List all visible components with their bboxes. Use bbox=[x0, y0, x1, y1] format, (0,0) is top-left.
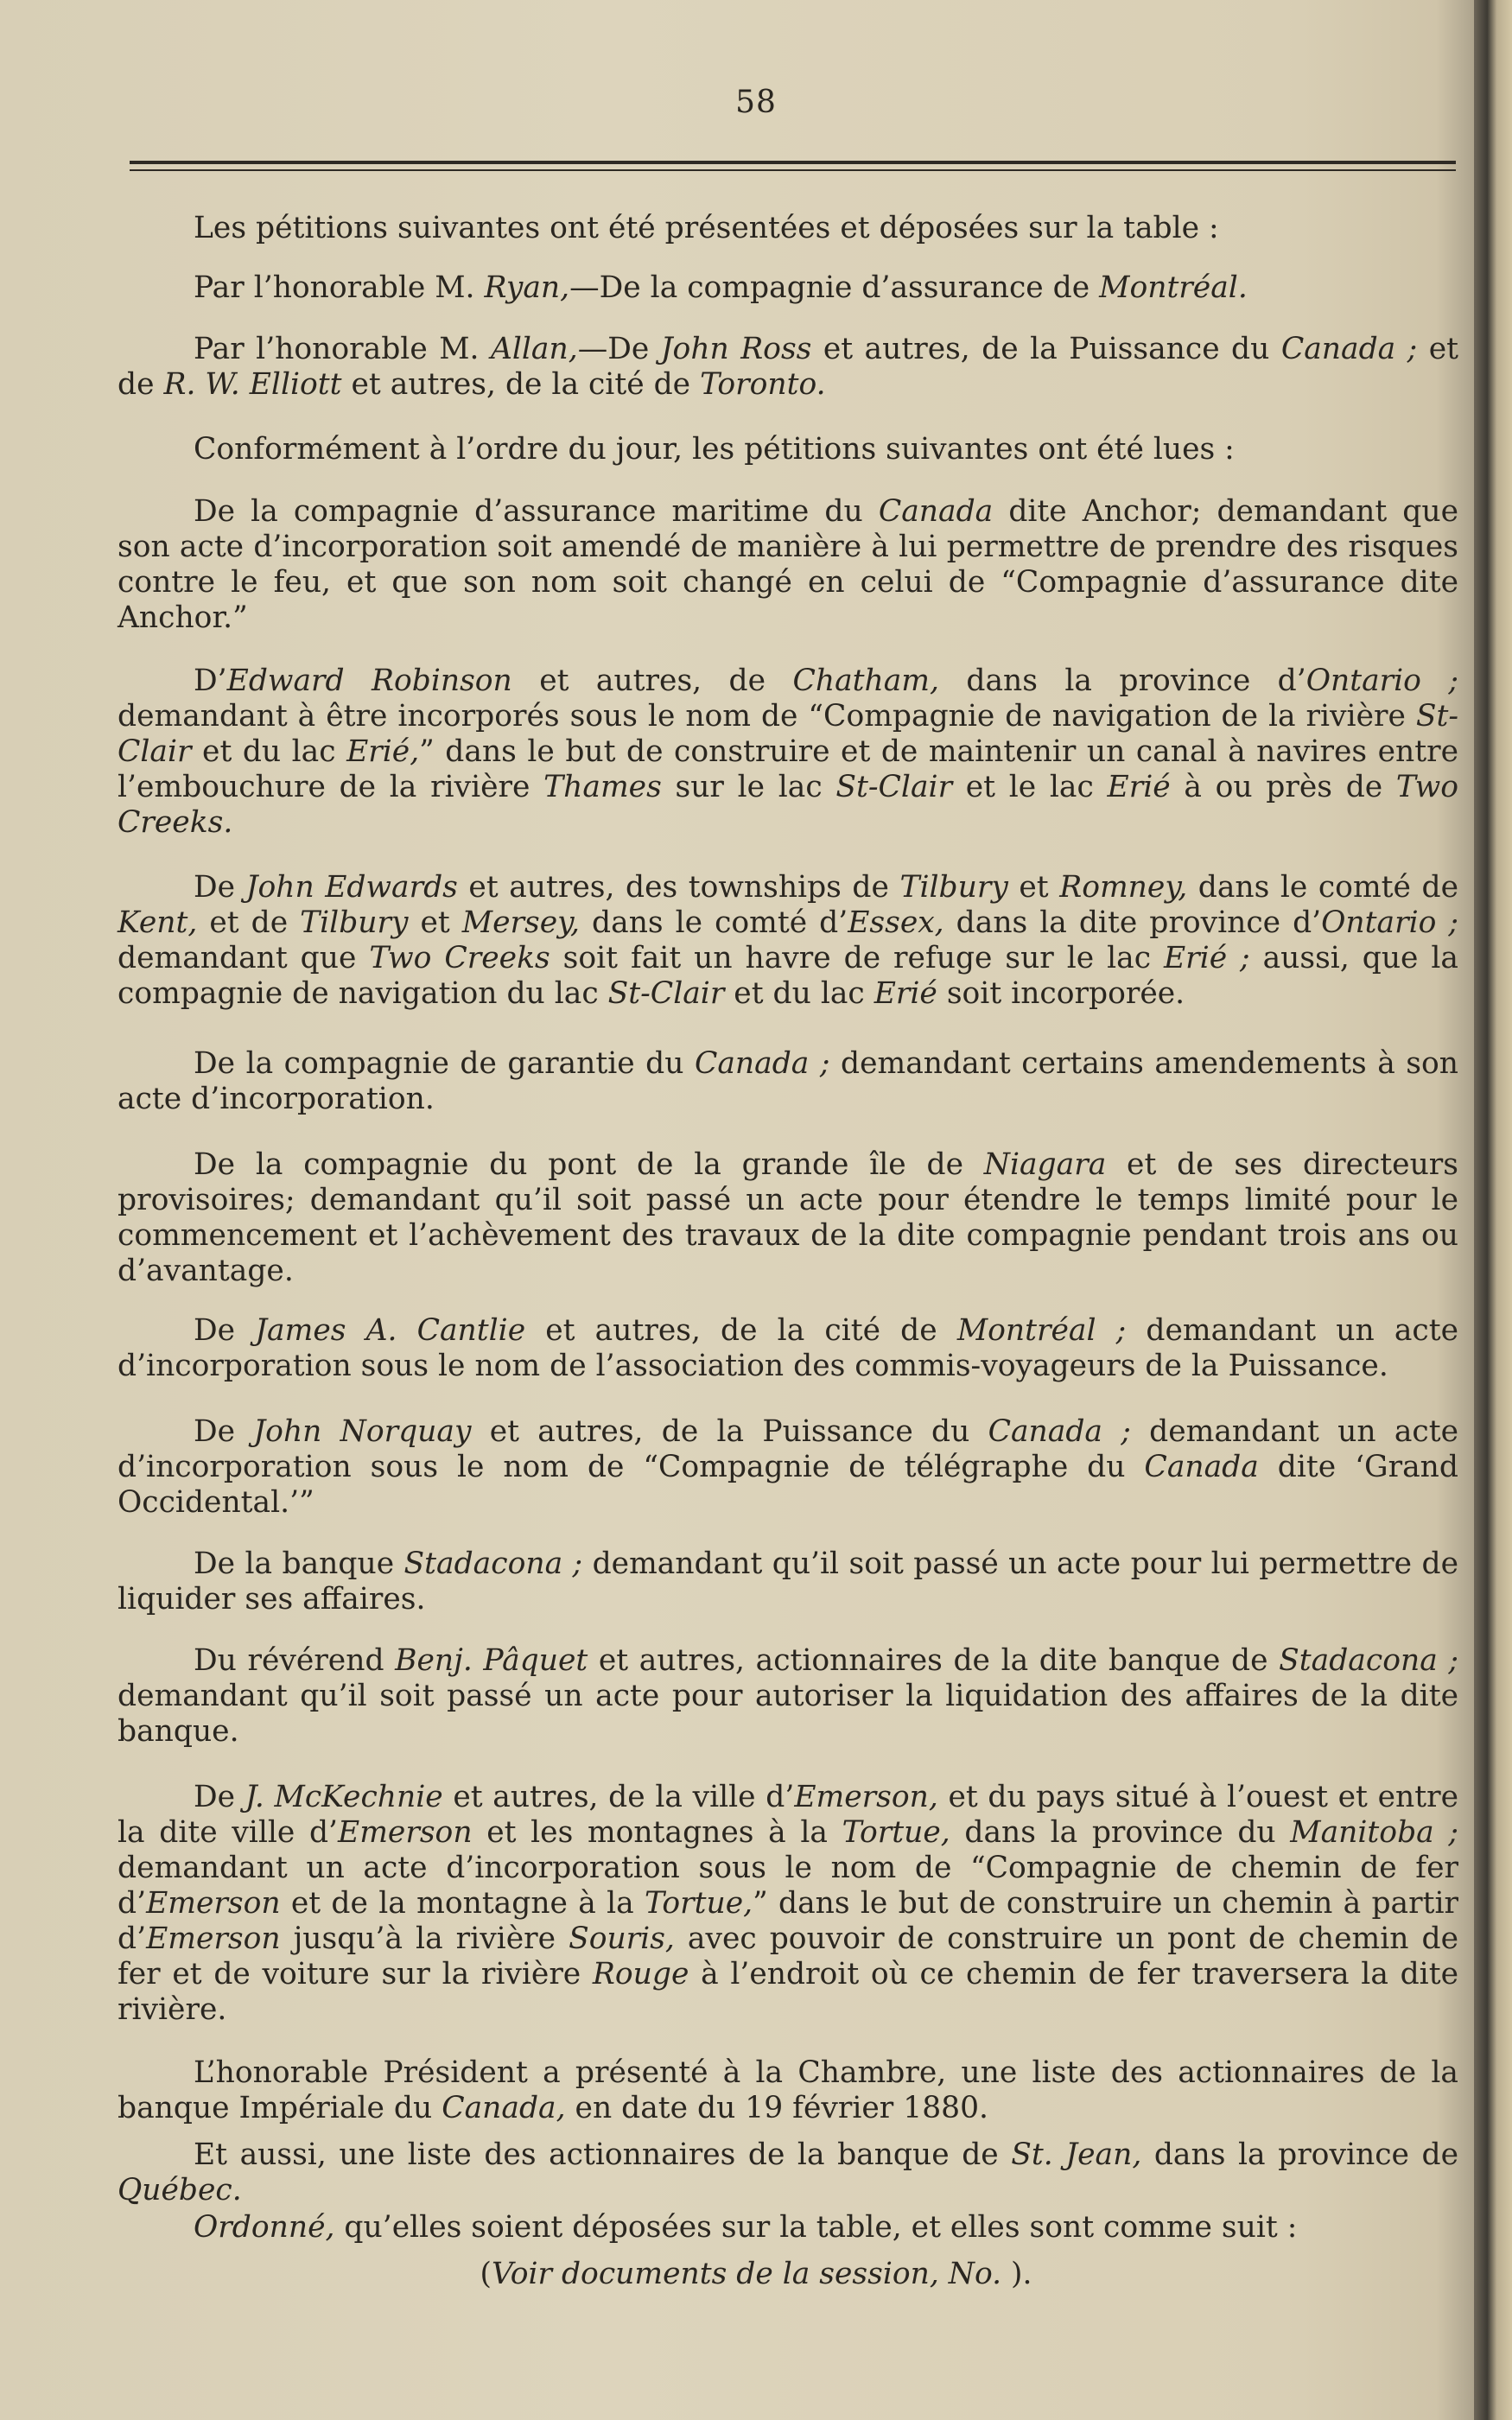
italic-text: St-Clair bbox=[118, 699, 1458, 769]
italic-text: Stadacona ; bbox=[403, 1547, 583, 1581]
text-run: et de bbox=[197, 905, 301, 940]
paragraph-15 bbox=[118, 2055, 1458, 2126]
text-run: De la compagnie d’assurance maritime du bbox=[194, 494, 879, 529]
text-run: et autres, de la cité de bbox=[525, 1313, 957, 1348]
italic-text: Montréal. bbox=[1099, 270, 1248, 305]
text-run: sur le lac bbox=[661, 770, 836, 804]
header-rule-thick bbox=[130, 161, 1456, 164]
italic-text: St-Clair bbox=[835, 770, 953, 804]
paragraph-7 bbox=[118, 870, 1458, 1012]
text-run: D’ bbox=[194, 664, 227, 698]
italic-text: Allan, bbox=[490, 332, 578, 366]
text-run: et de la montagne à la bbox=[280, 1886, 645, 1921]
italic-text: James A. Cantlie bbox=[255, 1313, 526, 1348]
italic-text: St-Clair bbox=[607, 976, 725, 1011]
text-run: —De bbox=[577, 332, 661, 366]
paragraph-18 bbox=[0, 2257, 1512, 2292]
header-rule-thin bbox=[130, 169, 1456, 171]
text-run: et autres, de la Puissance du bbox=[811, 332, 1281, 366]
italic-text: Canada ; bbox=[694, 1046, 830, 1081]
paragraph-5 bbox=[118, 494, 1458, 636]
text-run: à l’endroit où ce chemin de fer traversera la dite rivière. bbox=[118, 1957, 1458, 2027]
text-run: et de bbox=[118, 332, 1459, 402]
italic-text: Romney, bbox=[1059, 870, 1188, 905]
italic-text: Essex, bbox=[848, 905, 944, 940]
italic-text: R. W. Elliott bbox=[163, 367, 342, 402]
text-run: soit incorporée. bbox=[937, 976, 1185, 1011]
text-run: dite ‘Grand Occidental.’” bbox=[118, 1450, 1458, 1520]
italic-text: Emerson bbox=[338, 1815, 473, 1850]
paragraph-9 bbox=[118, 1147, 1458, 1289]
italic-text: Emerson, bbox=[794, 1780, 938, 1814]
text-run: qu’elles soient déposées sur la table, et elles sont comme suit : bbox=[334, 2210, 1298, 2245]
paragraph-11 bbox=[118, 1414, 1458, 1521]
text-run: ( bbox=[480, 2257, 492, 2291]
italic-text: Erié, bbox=[346, 734, 420, 769]
italic-text: Erié bbox=[874, 976, 937, 1011]
italic-text: Erié ; bbox=[1163, 941, 1250, 975]
text-run: De la banque bbox=[194, 1547, 404, 1581]
italic-text: Kent, bbox=[118, 905, 198, 940]
italic-text: Voir documents de la session, No. bbox=[491, 2257, 1002, 2291]
text-run: demandant que bbox=[118, 941, 370, 975]
text-run: et bbox=[408, 905, 462, 940]
text-run: et du lac bbox=[724, 976, 874, 1011]
italic-text: Stadacona ; bbox=[1279, 1643, 1459, 1678]
italic-text: Tortue, bbox=[645, 1886, 753, 1921]
text-run: à ou près de bbox=[1170, 770, 1396, 804]
text-run: aussi, que la compagnie de navigation du lac bbox=[118, 941, 1458, 1011]
text-run: dans la dite province d’ bbox=[943, 905, 1322, 940]
text-run: Du révérend bbox=[194, 1643, 396, 1678]
italic-text: Thames bbox=[543, 770, 662, 804]
text-run: et autres, de la cité de bbox=[341, 367, 701, 402]
text-run: De bbox=[194, 870, 246, 905]
text-run: et les montagnes à la bbox=[472, 1815, 842, 1850]
paragraph-17 bbox=[118, 2210, 1458, 2245]
italic-text: Canada bbox=[1144, 1450, 1259, 1484]
text-run: Par l’honorable M. bbox=[194, 332, 491, 366]
text-run: De bbox=[194, 1313, 256, 1348]
paragraph-3 bbox=[118, 332, 1458, 403]
text-run: demandant un acte d’incorporation sous le nom de “Compagnie de chemin de fer d’ bbox=[118, 1851, 1458, 1921]
text-run: De la compagnie du pont de la grande île de bbox=[194, 1147, 984, 1182]
text-run: De la compagnie de garantie du bbox=[194, 1046, 695, 1081]
text-run: et du lac bbox=[191, 734, 347, 769]
text-run: De bbox=[194, 1414, 254, 1449]
text-run: dans la province du bbox=[950, 1815, 1291, 1850]
text-run: dite Anchor; demandant que son acte d’incorporation soit amendé de manière à lui permettre de prendre des risques contre le feu, et que son nom soit changé en celui de “Compagnie d’assurance dite Anchor.” bbox=[118, 494, 1458, 635]
paragraph-2 bbox=[118, 270, 1458, 306]
text-run: et autres, de la ville d’ bbox=[442, 1780, 795, 1814]
italic-text: Rouge bbox=[592, 1957, 689, 1991]
text-run: et autres, de la Puissance du bbox=[471, 1414, 988, 1449]
paragraph-6 bbox=[118, 664, 1458, 841]
italic-text: Ryan, bbox=[484, 270, 570, 305]
text-run: soit fait un havre de refuge sur le lac bbox=[550, 941, 1164, 975]
italic-text: John Edwards bbox=[245, 870, 458, 905]
text-run: dans le comté d’ bbox=[580, 905, 848, 940]
text-run: De bbox=[194, 1780, 245, 1814]
italic-text: Canada bbox=[878, 494, 994, 529]
paragraph-4 bbox=[118, 432, 1458, 467]
text-run: dans la province d’ bbox=[938, 664, 1306, 698]
text-run: dans le comté de bbox=[1187, 870, 1458, 905]
text-run: et autres, actionnaires de la dite banque de bbox=[588, 1643, 1280, 1678]
italic-text: Tortue, bbox=[842, 1815, 950, 1850]
text-run: et autres, des townships de bbox=[457, 870, 900, 905]
italic-text: Mersey, bbox=[461, 905, 581, 940]
text-run: Par l’honorable M. bbox=[194, 270, 485, 305]
text-run: Conformément à l’ordre du jour, les pétitions suivantes ont été lues : bbox=[194, 432, 1235, 467]
text-run: et du pays situé à l’ouest et entre la dite ville d’ bbox=[118, 1780, 1458, 1850]
italic-text: Emerson bbox=[146, 1921, 281, 1956]
text-run: ” dans le but de construire un chemin à partir d’ bbox=[118, 1886, 1459, 1956]
italic-text: Québec. bbox=[118, 2173, 242, 2207]
paragraph-12 bbox=[118, 1547, 1458, 1617]
text-run: avec pouvoir de construire un pont de chemin de fer et de voiture sur la rivière bbox=[118, 1921, 1458, 1991]
italic-text: Two Creeks. bbox=[118, 770, 1458, 840]
italic-text: Toronto. bbox=[700, 367, 826, 402]
italic-text: Ordonné, bbox=[194, 2210, 335, 2245]
italic-text: Two Creeks bbox=[369, 941, 550, 975]
page-number: 58 bbox=[735, 85, 777, 120]
paragraph-16 bbox=[118, 2137, 1458, 2208]
italic-text: Canada, bbox=[442, 2091, 566, 2125]
paragraph-1 bbox=[118, 211, 1458, 246]
text-run: demandant à être incorporés sous le nom de “Compagnie de navigation de la rivière bbox=[118, 699, 1416, 734]
text-run: L’honorable Président a présenté à la Chambre, une liste des actionnaires de la banque Impériale du bbox=[118, 2055, 1458, 2125]
text-run: —De la compagnie d’assurance de bbox=[569, 270, 1100, 305]
italic-text: Chatham, bbox=[792, 664, 939, 698]
text-run: demandant qu’il soit passé un acte pour autoriser la liquidation des affaires de la dite banque. bbox=[118, 1679, 1458, 1749]
book-spine-shadow bbox=[1474, 0, 1512, 2420]
text-run: demandant qu’il soit passé un acte pour lui permettre de liquider ses affaires. bbox=[118, 1547, 1458, 1617]
text-run: et bbox=[1007, 870, 1060, 905]
italic-text: St. Jean, bbox=[1011, 2137, 1142, 2172]
italic-text: Tilbury bbox=[899, 870, 1008, 905]
italic-text: Souris, bbox=[569, 1921, 675, 1956]
italic-text: Canada ; bbox=[988, 1414, 1131, 1449]
italic-text: Canada ; bbox=[1280, 332, 1418, 366]
text-run: Et aussi, une liste des actionnaires de la banque de bbox=[194, 2137, 1012, 2172]
text-run: ). bbox=[1001, 2257, 1032, 2291]
italic-text: Ontario ; bbox=[1321, 905, 1458, 940]
paragraph-13 bbox=[118, 1643, 1458, 1750]
paragraph-14 bbox=[118, 1780, 1458, 2028]
text-run: dans la province de bbox=[1141, 2137, 1458, 2172]
paragraph-8 bbox=[118, 1046, 1458, 1117]
text-run: et autres, de bbox=[511, 664, 793, 698]
text-run: demandant certains amendements à son acte d’incorporation. bbox=[118, 1046, 1458, 1116]
text-run: jusqu’à la rivière bbox=[280, 1921, 569, 1956]
text-run: demandant un acte d’incorporation sous le nom de “Compagnie de télégraphe du bbox=[118, 1414, 1459, 1484]
italic-text: Erié bbox=[1107, 770, 1171, 804]
italic-text: John Ross bbox=[660, 332, 812, 366]
text-run: et de ses directeurs provisoires; demandant qu’il soit passé un acte pour étendre le temps limité pour le commencement et l’achèvement des travaux de la dite compagnie pendant trois ans ou d’avantage. bbox=[118, 1147, 1459, 1288]
italic-text: J. McKechnie bbox=[245, 1780, 443, 1814]
text-run: Les pétitions suivantes ont été présentées et déposées sur la table : bbox=[194, 211, 1219, 245]
italic-text: Ontario ; bbox=[1306, 664, 1458, 698]
italic-text: Tilbury bbox=[300, 905, 409, 940]
italic-text: Benj. Pâquet bbox=[395, 1643, 588, 1678]
italic-text: Montréal ; bbox=[956, 1313, 1127, 1348]
italic-text: Manitoba ; bbox=[1290, 1815, 1458, 1850]
italic-text: John Norquay bbox=[253, 1414, 472, 1449]
italic-text: Edward Robinson bbox=[226, 664, 512, 698]
text-run: demandant un acte d’incorporation sous le nom de l’association des commis-voyageurs de la Puissance. bbox=[118, 1313, 1459, 1383]
paragraph-10 bbox=[118, 1313, 1458, 1384]
italic-text: Emerson bbox=[146, 1886, 281, 1921]
text-run: ” dans le but de construire et de maintenir un canal à navires entre l’embouchure de la rivière bbox=[118, 734, 1458, 804]
text-run: et le lac bbox=[952, 770, 1108, 804]
italic-text: Niagara bbox=[983, 1147, 1107, 1182]
text-run: en date du 19 février 1880. bbox=[565, 2091, 989, 2125]
